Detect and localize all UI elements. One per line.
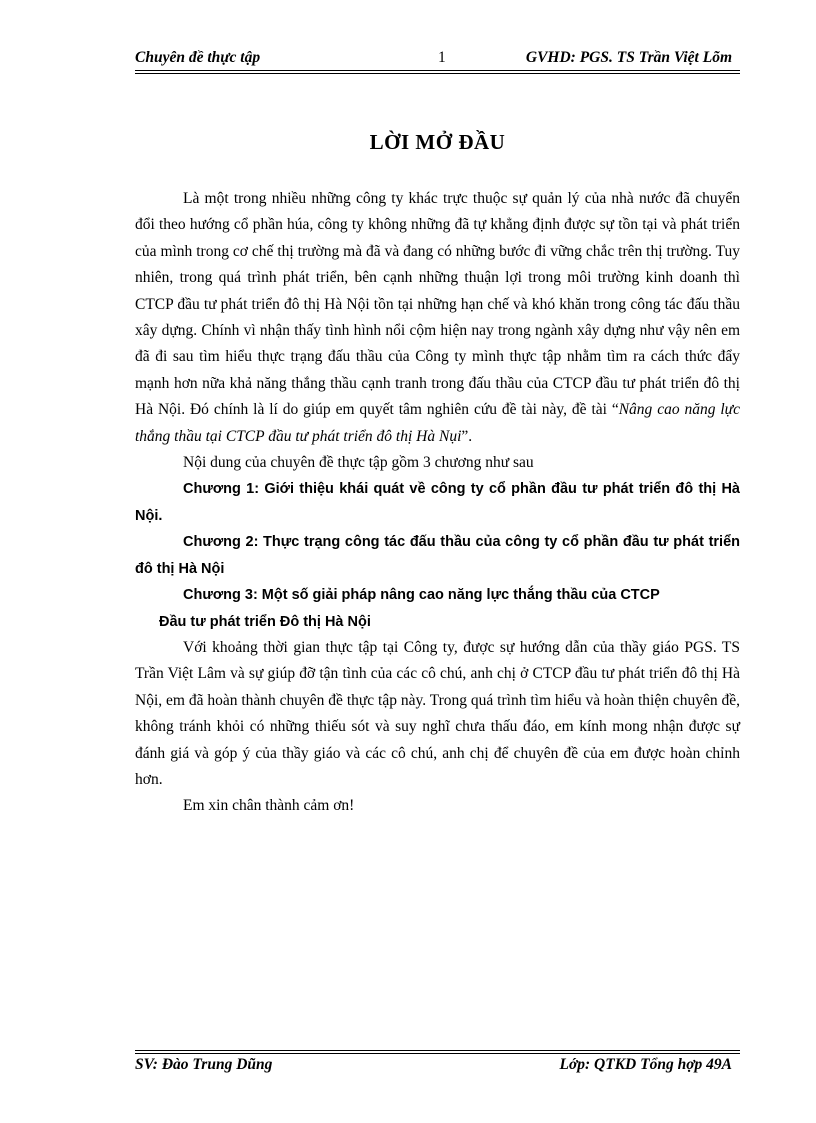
page-number: 1 xyxy=(438,49,446,66)
intro-paragraph xyxy=(135,186,740,450)
chapter-3-line-2: Đầu tư phát triển Đô thị Hà Nội xyxy=(159,613,371,630)
body-text xyxy=(135,186,740,820)
header-rule-thick xyxy=(135,70,740,71)
intro-text: Là một trong nhiều những công ty khác trực thuộc sự quản lý của nhà nước đã chuyển đổi theo hướng cổ phần húa, công ty không những đã tự khẳng định được sự tồn tại và phát triển của mình trong cơ chế thị trường mà đã và đang có những bước đi vững chắc trên thị trường. Tuy nhiên, trong quá trình phát triển, bên cạnh những thuận lợi trong môi trường kinh doanh thì CTCP đầu tư phát triển đô thị Hà Nội tồn tại những hạn chế và khó khăn trong công tác đấu thầu xây dựng. Chính vì nhận thấy tình hình nổi cộm hiện nay trong ngành xây dựng như vậy nên em đã đi sau tìm hiểu thực trạng đấu thầu của Công ty mình thực tập nhằm tìm ra cách thức đẩy mạnh hơn nữa khả năng thắng thầu cạnh tranh trong đấu thầu của CTCP đầu tư phát triển đô thị Hà Nội. Đó chính là lí do giúp em quyết tâm nghiên cứu đề tài này, đề tài “ xyxy=(135,190,740,419)
header-left: Chuyên đề thực tập xyxy=(135,49,261,66)
chapter-3-line-1: Chương 3: Một số giải pháp nâng cao năng lực thắng thầu của CTCP xyxy=(183,587,660,604)
intro-end: ”. xyxy=(461,427,473,445)
footer-rule-thick xyxy=(135,1053,740,1054)
page-header xyxy=(135,47,740,69)
footer-class: Lớp: QTKD Tổng hợp 49A xyxy=(559,1056,732,1073)
footer-student: SV: Đào Trung Dũng xyxy=(135,1056,273,1073)
header-rule-thin xyxy=(135,73,740,74)
contents-paragraph: Nội dung của chuyên đề thực tập gồm 3 chương như sau xyxy=(183,454,534,472)
header-right: GVHD: PGS. TS Trần Việt Lõm xyxy=(525,49,732,66)
chapter-1: Chương 1: Giới thiệu khái quát về công ty cổ phần đầu tư phát triển đô thị Hà Nội. xyxy=(135,481,740,524)
intro-topic: Nâng cao năng lực thắng thầu tại CTCP đầu tư phát triển đô thị Hà Nụi xyxy=(135,401,741,445)
footer-rule-thin xyxy=(135,1050,740,1051)
page-footer xyxy=(135,1056,740,1078)
closing-line: Em xin chân thành cảm ơn! xyxy=(183,797,355,815)
page-title: LỜI MỞ ĐẦU xyxy=(369,130,506,154)
chapter-2: Chương 2: Thực trạng công tác đấu thầu của công ty cổ phần đầu tư phát triển đô thị Hà Nội xyxy=(135,534,740,577)
thanks-paragraph: Với khoảng thời gian thực tập tại Công ty, được sự hướng dẫn của thầy giáo PGS. TS Trần Việt Lâm và sự giúp đỡ tận tình của các cô chú, anh chị ở CTCP đầu tư phát triển đô thị Hà Nội, em đã hoàn thành chuyên đề thực tập này. Trong quá trình tìm hiểu và hoàn thiện chuyên đề, không tránh khỏi có những thiếu sót và suy nghĩ chưa thấu đáo, em kính mong nhận được sự đánh giá và góp ý của thầy giáo và các cô chú, anh chị để chuyên đề của em được hoàn chỉnh hơn. xyxy=(135,638,740,788)
